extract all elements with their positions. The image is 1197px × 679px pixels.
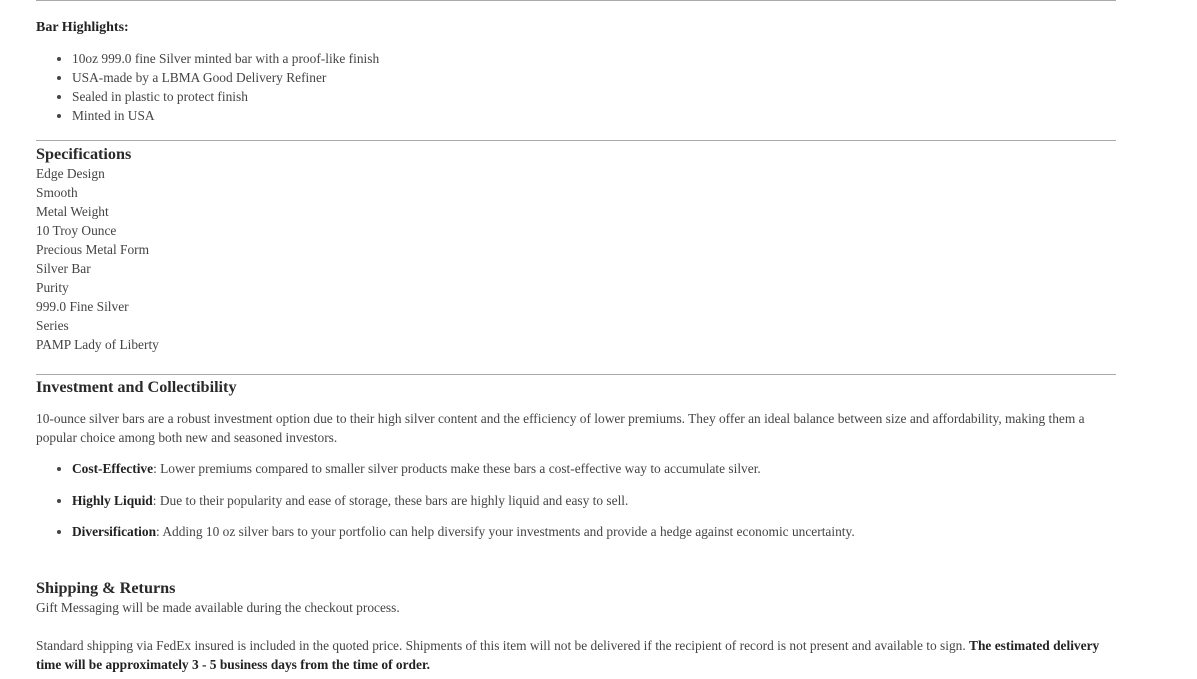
spec-value: Silver Bar bbox=[36, 261, 91, 276]
point-term: Diversification bbox=[72, 524, 157, 539]
spec-label: Edge Design bbox=[36, 166, 105, 181]
investment-intro: 10-ounce silver bars are a robust investment option due to their high silver content and the efficiency of lower premiums. They offer an ideal balance between size and affordability, making them a popular choice among both new and seasoned investors. bbox=[36, 411, 1085, 445]
standard-shipping-text bbox=[36, 636, 1116, 674]
specifications-title: Specifications bbox=[36, 145, 132, 163]
product-details bbox=[36, 0, 1116, 674]
list-item bbox=[72, 491, 1116, 510]
bar-highlights-title: Bar Highlights: bbox=[36, 20, 129, 35]
spec-label: Purity bbox=[36, 280, 69, 295]
specifications-divider bbox=[36, 140, 1116, 141]
bar-highlights-list bbox=[36, 49, 1116, 125]
list-item bbox=[72, 522, 1116, 541]
point-text: : Adding 10 oz silver bars to your portfolio can help diversify your investments and provide a hedge against economic uncertainty. bbox=[156, 524, 855, 539]
point-term: Cost-Effective bbox=[72, 461, 154, 476]
delivery-estimate: The estimated delivery time will be approximately 3 - 5 business days from the time of order. bbox=[36, 638, 1100, 672]
gift-messaging-text: Gift Messaging will be made available during the checkout process. bbox=[36, 600, 400, 615]
spec-value: 10 Troy Ounce bbox=[36, 223, 117, 238]
spec-value: 999.0 Fine Silver bbox=[36, 299, 129, 314]
list-item bbox=[72, 459, 1116, 478]
specifications-table bbox=[36, 164, 1116, 354]
spec-value: PAMP Lady of Liberty bbox=[36, 337, 159, 352]
investment-divider bbox=[36, 374, 1116, 375]
list-item: • Sealed in plastic to protect finish bbox=[72, 87, 1116, 106]
spec-value: Smooth bbox=[36, 185, 78, 200]
list-item: • USA-made by a LBMA Good Delivery Refiner bbox=[72, 68, 1116, 87]
spec-label: Precious Metal Form bbox=[36, 242, 150, 257]
shipping-title: Shipping & Returns bbox=[36, 579, 176, 597]
spec-label: Metal Weight bbox=[36, 204, 109, 219]
spec-label: Series bbox=[36, 318, 69, 333]
point-text: : Due to their popularity and ease of storage, these bars are highly liquid and easy to sell. bbox=[152, 493, 629, 508]
investment-points bbox=[36, 459, 1116, 541]
investment-title: Investment and Collectibility bbox=[36, 378, 237, 396]
point-term: Highly Liquid bbox=[72, 493, 153, 508]
point-text: : Lower premiums compared to smaller silver products make these bars a cost-effective way to accumulate silver. bbox=[153, 461, 761, 476]
list-item: • Minted in USA bbox=[72, 106, 1116, 125]
top-divider bbox=[36, 0, 1116, 1]
list-item: • 10oz 999.0 fine Silver minted bar with a proof-like finish bbox=[72, 49, 1116, 68]
shipping-standard: Standard shipping via FedEx insured is included in the quoted price. Shipments of this item will not be delivered if the recipient of record is not present and available to sign. bbox=[36, 638, 970, 653]
